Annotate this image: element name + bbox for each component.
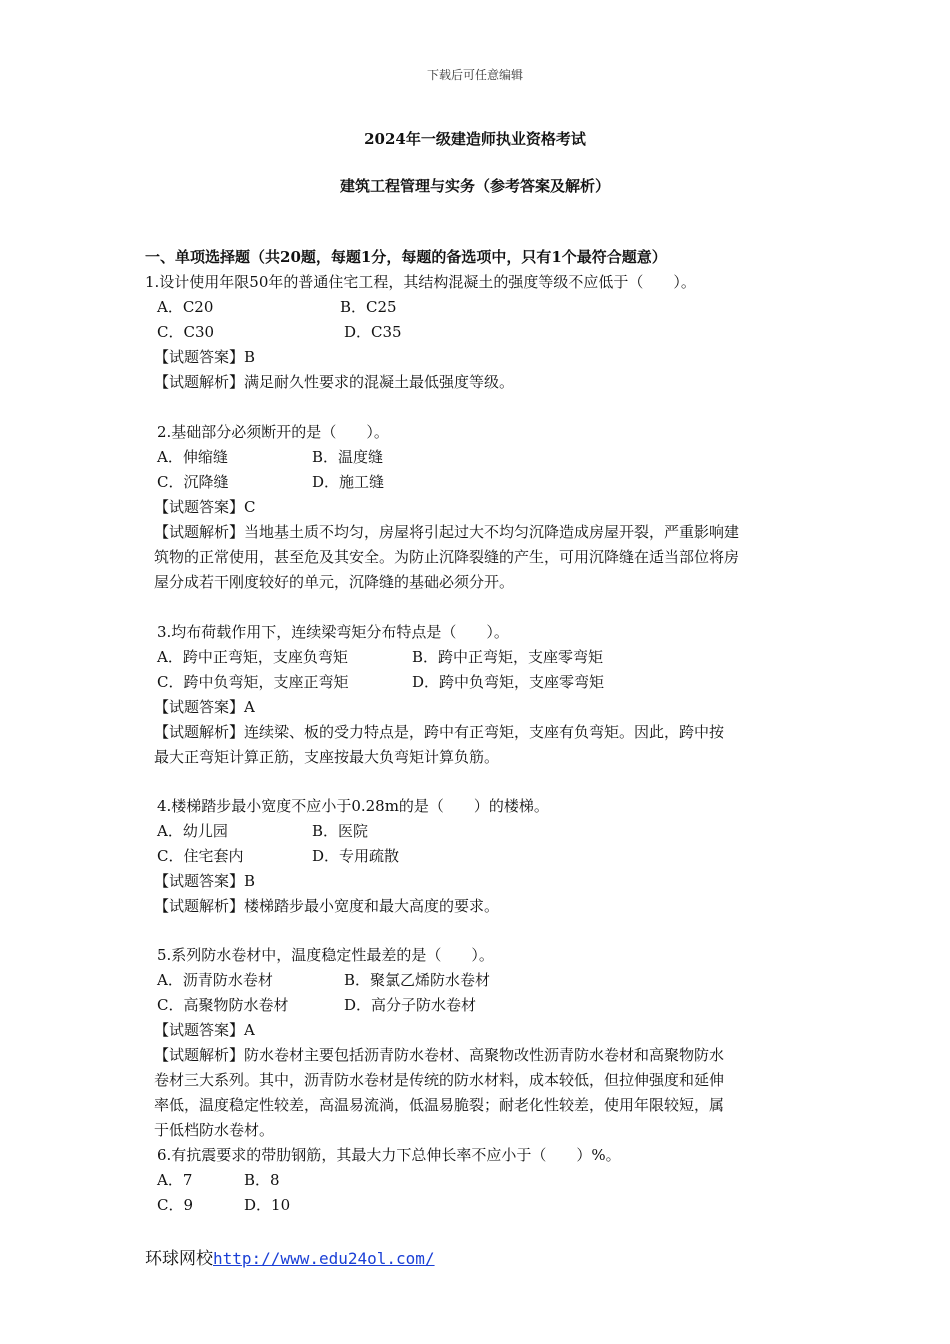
question-4-stem: 4.楼梯踏步最小宽度不应小于0.28m的是（ ）的楼梯。: [157, 797, 549, 815]
question-4-analysis: 【试题解析】楼梯踏步最小宽度和最大高度的要求。: [154, 897, 500, 915]
question-5-option-d: D．高分子防水卷材: [344, 996, 477, 1014]
question-2-analysis-line: 筑物的正常使用，甚至危及其安全。为防止沉降裂缝的产生，可用沉降缝在适当部位将房: [154, 548, 740, 566]
question-3-analysis-line: 最大正弯矩计算正筋，支座按最大负弯矩计算负筋。: [154, 748, 500, 766]
question-3-option-c: C．跨中负弯矩，支座正弯矩: [157, 673, 349, 691]
question-5-analysis-line: 率低，温度稳定性较差，高温易流淌，低温易脆裂；耐老化性较差，使用年限较短，属: [154, 1096, 725, 1114]
question-1-option-a: A．C20: [157, 298, 214, 316]
question-2-analysis-line: 【试题解析】当地基土质不均匀，房屋将引起过大不均匀沉降造成房屋开裂，严重影响建: [154, 523, 740, 541]
question-2-option-c: C．沉降缝: [157, 473, 229, 491]
header-note: 下载后可任意编辑: [426, 68, 523, 82]
question-6-option-c: C．9: [157, 1196, 194, 1214]
question-5-analysis-line: 卷材三大系列。其中，沥青防水卷材是传统的防水材料，成本较低，但拉伸强度和延伸: [154, 1071, 725, 1089]
question-2-option-b: B．温度缝: [312, 448, 384, 466]
question-5-analysis-line: 于低档防水卷材。: [154, 1121, 275, 1139]
question-5-analysis-line: 【试题解析】防水卷材主要包括沥青防水卷材、高聚物改性沥青防水卷材和高聚物防水: [154, 1046, 725, 1064]
question-4-option-b: B．医院: [312, 822, 369, 840]
question-3-option-b: B．跨中正弯矩，支座零弯矩: [412, 648, 604, 666]
question-6-stem: 6.有抗震要求的带肋钢筋，其最大力下总伸长率不应小于（ ）%。: [157, 1146, 621, 1164]
question-3-option-a: A．跨中正弯矩，支座负弯矩: [157, 648, 348, 666]
question-1-option-b: B．C25: [340, 298, 397, 316]
question-1-option-c: C．C30: [157, 323, 215, 341]
question-5-stem: 5.系列防水卷材中，温度稳定性最差的是（ ）。: [157, 946, 494, 964]
page-title: 2024年一级建造师执业资格考试: [364, 130, 586, 148]
question-1-analysis: 【试题解析】满足耐久性要求的混凝土最低强度等级。: [154, 373, 515, 391]
question-2-answer: 【试题答案】C: [154, 498, 256, 516]
footer-label: 环球网校: [145, 1249, 213, 1269]
question-3-answer: 【试题答案】A: [154, 698, 255, 716]
section-heading: 一、单项选择题（共20题，每题1分，每题的备选项中，只有1个最符合题意）: [145, 248, 667, 266]
question-5-option-c: C．高聚物防水卷材: [157, 996, 289, 1014]
question-4-option-a: A．幼儿园: [157, 822, 228, 840]
question-5-answer: 【试题答案】A: [154, 1021, 255, 1039]
footer: [145, 1244, 435, 1269]
question-2-stem: 2.基础部分必须断开的是（ ）。: [157, 423, 389, 441]
question-2-analysis-line: 屋分成若干刚度较好的单元，沉降缝的基础必须分开。: [154, 573, 515, 591]
question-1-answer: 【试题答案】B: [154, 348, 256, 366]
question-4-answer: 【试题答案】B: [154, 872, 256, 890]
question-4-option-c: C．住宅套内: [157, 847, 244, 865]
question-2-option-d: D．施工缝: [312, 473, 385, 491]
question-6-option-b: B．8: [244, 1171, 280, 1189]
question-3-option-d: D．跨中负弯矩，支座零弯矩: [412, 673, 605, 691]
question-3-analysis-line: 【试题解析】连续梁、板的受力特点是，跨中有正弯矩，支座有负弯矩。因此，跨中按: [154, 723, 725, 741]
question-6-option-a: A．7: [157, 1171, 193, 1189]
question-1-stem: 1.设计使用年限50年的普通住宅工程，其结构混凝土的强度等级不应低于（ ）。: [145, 273, 696, 291]
question-5-option-b: B．聚氯乙烯防水卷材: [344, 971, 491, 989]
footer-link[interactable]: http://www.edu24ol.com/: [213, 1249, 435, 1268]
question-1-option-d: D．C35: [344, 323, 402, 341]
question-3-stem: 3.均布荷载作用下，连续梁弯矩分布特点是（ ）。: [157, 623, 509, 641]
question-6-option-d: D．10: [244, 1196, 291, 1214]
question-5-option-a: A．沥青防水卷材: [157, 971, 273, 989]
page-subtitle: 建筑工程管理与实务（参考答案及解析）: [339, 177, 610, 195]
question-4-option-d: D．专用疏散: [312, 847, 400, 865]
question-2-option-a: A．伸缩缝: [157, 448, 228, 466]
